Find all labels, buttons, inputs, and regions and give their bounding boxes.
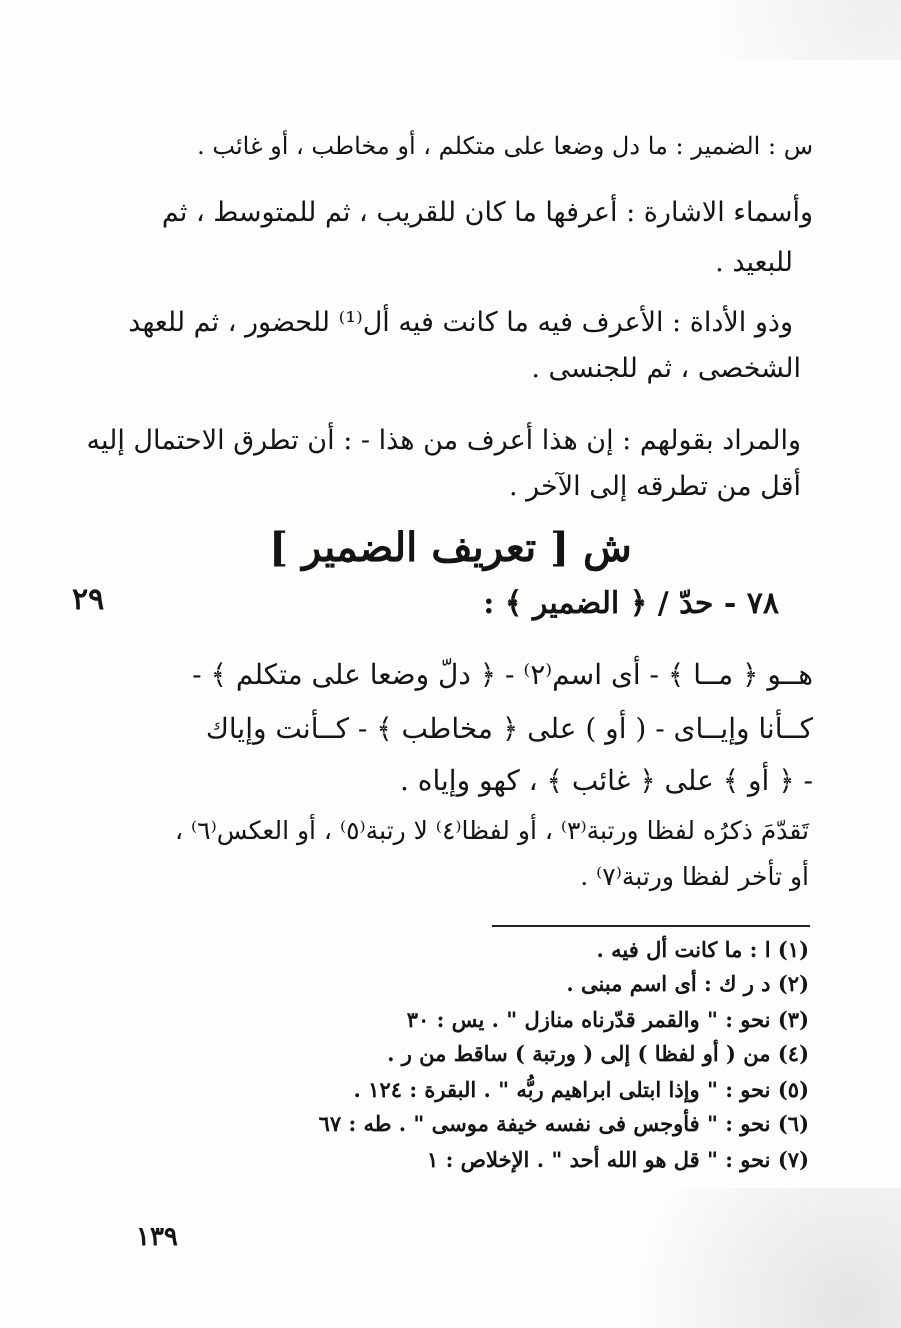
text-line: وأسماء الاشارة : أعرفها ما كان للقريب ، ثم للمتوسط ، ثم xyxy=(161,197,813,228)
footnote: (٣) نحو : " والقمر قدّرناه منازل " . يس : ٣٠ xyxy=(406,1007,809,1032)
body-line: أو تأخر لفظا ورتبة⁽٧⁾ . xyxy=(580,862,809,891)
page-number: ١٣٩ xyxy=(136,1222,178,1252)
definition-title: ٧٨ - حدّ / ﴿ الضمير ﴾ : xyxy=(483,586,779,621)
question-line: س : الضمير : ما دل وضعا على متكلم ، أو مخاطب ، أو غائب . xyxy=(197,132,813,160)
scan-noise-bottom xyxy=(561,1188,901,1328)
footnote: (٧) نحو : " قل هو الله أحد " . الإخلاص : ١ xyxy=(427,1147,809,1172)
text-line: والمراد بقولهم : إن هذا أعرف من هذا - : أن تطرق الاحتمال إليه xyxy=(86,425,801,456)
section-heading: ش [ تعريف الضمير ] xyxy=(269,524,632,571)
margin-number: ٢٩ xyxy=(72,582,105,617)
text-line: وذو الأداة : الأعرف فيه ما كانت فيه أل⁽¹⁾ للحضور ، ثم للعهد xyxy=(128,307,793,338)
footnote: (٢) د ر ك : أى اسم مبنى . xyxy=(566,971,809,996)
text-line: الشخصى ، ثم للجنسى . xyxy=(531,353,801,384)
body-line: تَقدّمَ ذكرُه لفظا ورتبة⁽٣⁾ ، أو لفظا⁽٤⁾ لا رتبة⁽٥⁾ ، أو العكس⁽٦⁾ ، xyxy=(174,816,809,845)
footnote: (١) ا : ما كانت أل فيه . xyxy=(596,937,809,962)
text-line: للبعيد . xyxy=(715,247,793,278)
footnote: (٦) نحو : " فأوجس فى نفسه خيفة موسى " . طه : ٦٧ xyxy=(318,1111,809,1136)
scan-noise-top xyxy=(641,0,901,60)
body-line: كــأنا وإيــاى - ( أو ) على ﴿ مخاطب ﴾ - كــأنت وإياك xyxy=(205,712,813,745)
footnote-divider xyxy=(492,925,810,927)
footnote: (٤) من ( أو لفظا ) إلى ( ورتبة ) ساقط من ر . xyxy=(387,1041,809,1066)
body-line: هــو ﴿ مــا ﴾ - أى اسم⁽٢⁾ - ﴿ دلّ وضعا على متكلم ﴾ - xyxy=(192,658,813,691)
footnote: (٥) نحو : " وإذا ابتلى ابراهيم ربُّه " . البقرة : ١٢٤ . xyxy=(353,1077,809,1102)
text-line: أقل من تطرقه إلى الآخر . xyxy=(508,471,801,502)
body-line: - ﴿ أو ﴾ على ﴿ غائب ﴾ ، كهو وإياه . xyxy=(400,764,813,797)
